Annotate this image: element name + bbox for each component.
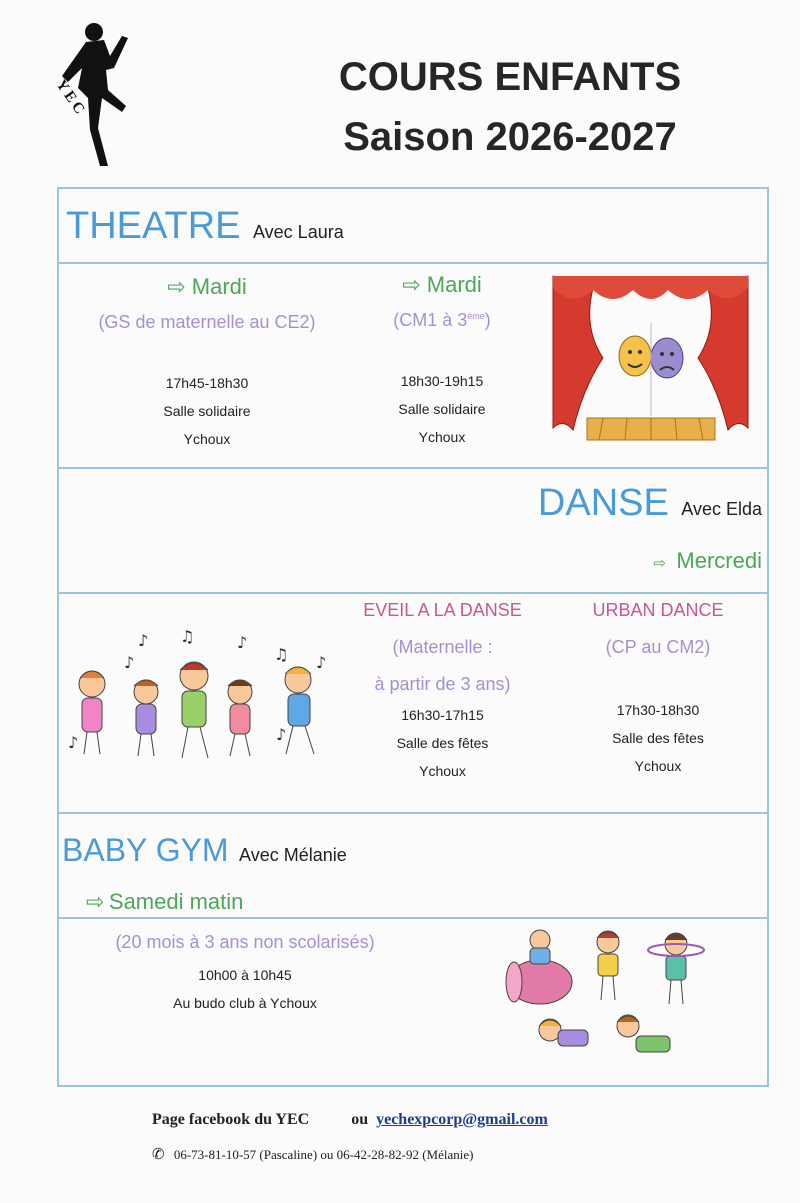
- baby-gym-kids-illustration: [500, 922, 705, 1072]
- theatre-teacher: Avec Laura: [252, 222, 344, 242]
- danse-col1-name: EVEIL A LA DANSE: [363, 600, 522, 620]
- danse-col1-town: Ychoux: [419, 763, 466, 779]
- divider: [57, 467, 769, 469]
- babygym-section-header: [62, 832, 347, 869]
- arrow-right-icon: ⇨: [86, 889, 105, 914]
- babygym-details: [92, 932, 398, 1011]
- svg-text:♪: ♪: [276, 725, 287, 744]
- danse-title: DANSE: [537, 482, 669, 524]
- danse-col2-name: URBAN DANCE: [592, 600, 724, 620]
- svg-text:♪: ♪: [237, 633, 248, 652]
- danse-col1: [340, 600, 545, 779]
- phone-icon: ✆: [152, 1145, 165, 1163]
- babygym-place: Au budo club à Ychoux: [173, 995, 317, 1011]
- footer-or: ou: [351, 1111, 369, 1128]
- babygym-day: [86, 889, 243, 915]
- title-line1: COURS ENFANTS: [338, 55, 682, 99]
- babygym-teacher: Avec Mélanie: [239, 845, 347, 865]
- theatre-col2-day: Mardi: [426, 272, 482, 297]
- babygym-time: 10h00 à 10h45: [198, 967, 292, 983]
- theatre-col1-level: (GS de maternelle au CE2): [98, 312, 316, 332]
- theatre-col1-town: Ychoux: [183, 431, 231, 447]
- danse-day-label: Mercredi: [676, 548, 762, 573]
- theatre-stage-illustration: [543, 268, 758, 450]
- theatre-title: THEATRE: [66, 205, 241, 247]
- footer-phones: [152, 1145, 473, 1163]
- danse-col2-town: Ychoux: [634, 758, 682, 774]
- theatre-col2-level: (CM1 à 3ème): [393, 310, 491, 330]
- danse-col2-place: Salle des fêtes: [612, 730, 704, 746]
- babygym-day-label: Samedi matin: [108, 889, 244, 914]
- svg-text:♫: ♫: [180, 628, 195, 646]
- svg-text:♫: ♫: [274, 645, 289, 664]
- footer-contact: [152, 1111, 548, 1129]
- danse-day: [560, 548, 762, 574]
- svg-text:♪: ♪: [138, 631, 149, 650]
- danse-col1-time: 16h30-17h15: [401, 707, 484, 723]
- theatre-col2-place: Salle solidaire: [398, 401, 486, 417]
- babygym-title: BABY GYM: [62, 832, 229, 868]
- yec-logo: [48, 18, 143, 168]
- phone-numbers: 06-73-81-10-57 (Pascaline) ou 06-42-28-82-92 (Mélanie): [173, 1147, 474, 1162]
- danse-col1-level2: à partir de 3 ans): [374, 674, 511, 694]
- divider: [57, 812, 769, 814]
- arrow-right-icon: ⇨: [402, 272, 421, 297]
- arrow-right-icon: ⇨: [653, 555, 666, 572]
- svg-text:♪: ♪: [68, 733, 79, 752]
- theatre-col1: [78, 274, 336, 447]
- svg-text:♪: ♪: [124, 653, 135, 672]
- facebook-label: Page facebook du YEC: [152, 1111, 310, 1128]
- danse-col1-level1: (Maternelle :: [392, 637, 493, 657]
- danse-col2-level: (CP au CM2): [605, 637, 711, 657]
- theatre-section-header: [66, 205, 344, 248]
- babygym-level: (20 mois à 3 ans non scolarisés): [115, 932, 375, 952]
- svg-text:♪: ♪: [316, 653, 327, 672]
- danse-col1-place: Salle des fêtes: [396, 735, 489, 751]
- danse-col2: [568, 600, 748, 774]
- theatre-col1-place: Salle solidaire: [163, 403, 251, 419]
- theatre-col2-time: 18h30-19h15: [400, 373, 484, 389]
- email-link[interactable]: yechexpcorp@gmail.com: [376, 1111, 548, 1128]
- divider: [57, 592, 769, 594]
- title-line2: Saison 2026-2027: [343, 115, 677, 159]
- theatre-col1-time: 17h45-18h30: [165, 375, 249, 391]
- danse-col2-time: 17h30-18h30: [616, 702, 700, 718]
- divider: [57, 917, 769, 919]
- divider: [57, 262, 769, 264]
- arrow-right-icon: ⇨: [167, 274, 186, 299]
- logo-text: YEC: [52, 76, 89, 120]
- theatre-col2: [362, 272, 522, 445]
- danse-teacher: Avec Elda: [681, 499, 762, 519]
- dancing-kids-illustration: [62, 628, 337, 778]
- theatre-col2-town: Ychoux: [418, 429, 466, 445]
- theatre-col1-day: Mardi: [191, 274, 247, 299]
- danse-section-header: [400, 482, 762, 525]
